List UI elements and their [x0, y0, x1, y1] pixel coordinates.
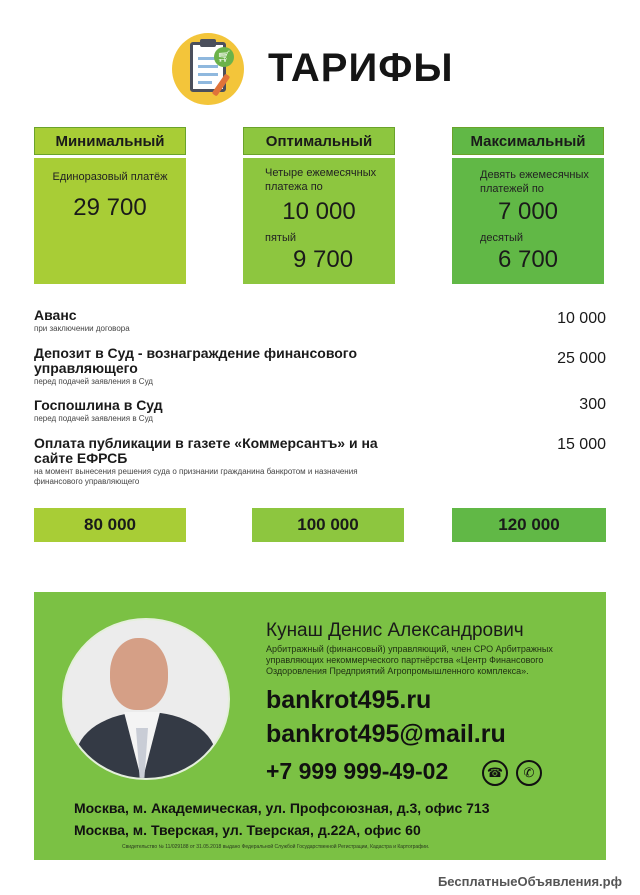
tariff-optimal: [243, 127, 395, 284]
tariff-desc: Девять ежемесячных платежей по: [480, 169, 589, 195]
tariff-body: [452, 158, 604, 284]
service-note: при заключении договора: [34, 324, 130, 333]
service-note: перед подачей заявления в Суд: [34, 414, 153, 423]
service-item: [34, 308, 606, 334]
page-title: ТАРИФЫ: [268, 46, 454, 90]
service-note: перед подачей заявления в Суд: [34, 377, 153, 386]
tariff-amount: 10 000: [282, 198, 356, 225]
service-price: 300: [579, 396, 606, 413]
service-title: Госпошлина в Суд: [34, 397, 163, 413]
total-maximal: 120 000: [452, 508, 606, 542]
watermark: БесплатныеОбъявления.рф: [437, 874, 622, 889]
tariff-name: Оптимальный: [243, 127, 395, 155]
website-link[interactable]: bankrot495.ru: [266, 686, 432, 714]
service-price: 10 000: [557, 310, 606, 327]
tariff-extra-label: десятый: [480, 232, 524, 244]
clipboard-line: [198, 65, 218, 68]
viber-icon[interactable]: ✆: [516, 760, 542, 786]
tariff-name: Максимальный: [452, 127, 604, 155]
tariff-minimal: [34, 127, 186, 284]
service-item: [34, 346, 606, 387]
tariff-body: [34, 158, 186, 284]
service-item: [34, 398, 606, 424]
phone-link[interactable]: +7 999 999-49-02: [266, 758, 449, 784]
address-line: Москва, м. Академическая, ул. Профсоюзная, д.3, офис 713: [74, 800, 490, 816]
avatar-head: [110, 638, 168, 710]
clipboard-clip: [200, 39, 216, 47]
total-optimal: 100 000: [252, 508, 404, 542]
clipboard-line: [198, 81, 212, 84]
avatar: [62, 618, 230, 780]
service-price: 25 000: [557, 350, 606, 367]
service-title: Оплата публикации в газете «Коммерсантъ» и на сайте ЕФРСБ: [34, 435, 378, 466]
service-item: [34, 436, 606, 487]
clipboard-line: [198, 73, 218, 76]
tariff-extra-amount: 9 700: [293, 246, 354, 273]
person-description: Арбитражный (финансовый) управляющий, член СРО Арбитражных управляющих некоммерческого партнёрства «Центр Финансового Оздоровления Предприятий Агропромышленного комплекса».: [266, 644, 553, 676]
person-name: Кунаш Денис Александрович: [266, 620, 524, 641]
tariff-desc: Единоразовый платёж: [52, 171, 168, 183]
page-header: [0, 28, 640, 118]
tariff-body: [243, 158, 395, 284]
checklist-cart-icon: [172, 33, 244, 105]
service-note: на момент вынесения решения суда о признании гражданина банкротом и назначения финансового управляющего: [34, 467, 358, 486]
cart-icon: 🛒︎: [214, 47, 234, 67]
tariff-desc: Четыре ежемесячных платежа по: [265, 167, 377, 193]
tariff-name: Минимальный: [34, 127, 186, 155]
tariff-extra-amount: 6 700: [497, 246, 559, 273]
total-minimal: 80 000: [34, 508, 186, 542]
whatsapp-icon[interactable]: ☎: [482, 760, 508, 786]
tariff-amount: 7 000: [497, 198, 559, 225]
certificate-note: Свидетельство № 11/029188 от 31.05.2018 выдано Федеральной Службой Государственной Регистрации, Кадастра и Картографии.: [122, 844, 430, 850]
email-link[interactable]: bankrot495@mail.ru: [266, 720, 506, 748]
contact-card: [34, 592, 606, 860]
address-line: Москва, м. Тверская, ул. Тверская, д.22А, офис 60: [74, 822, 421, 838]
tariff-extra-label: пятый: [265, 232, 297, 244]
service-title: Аванс: [34, 307, 77, 323]
service-title: Депозит в Суд - вознаграждение финансового управляющего: [34, 345, 357, 376]
tariff-amount: 29 700: [73, 194, 147, 221]
service-price: 15 000: [557, 436, 606, 453]
tariff-maximal: [452, 127, 604, 284]
